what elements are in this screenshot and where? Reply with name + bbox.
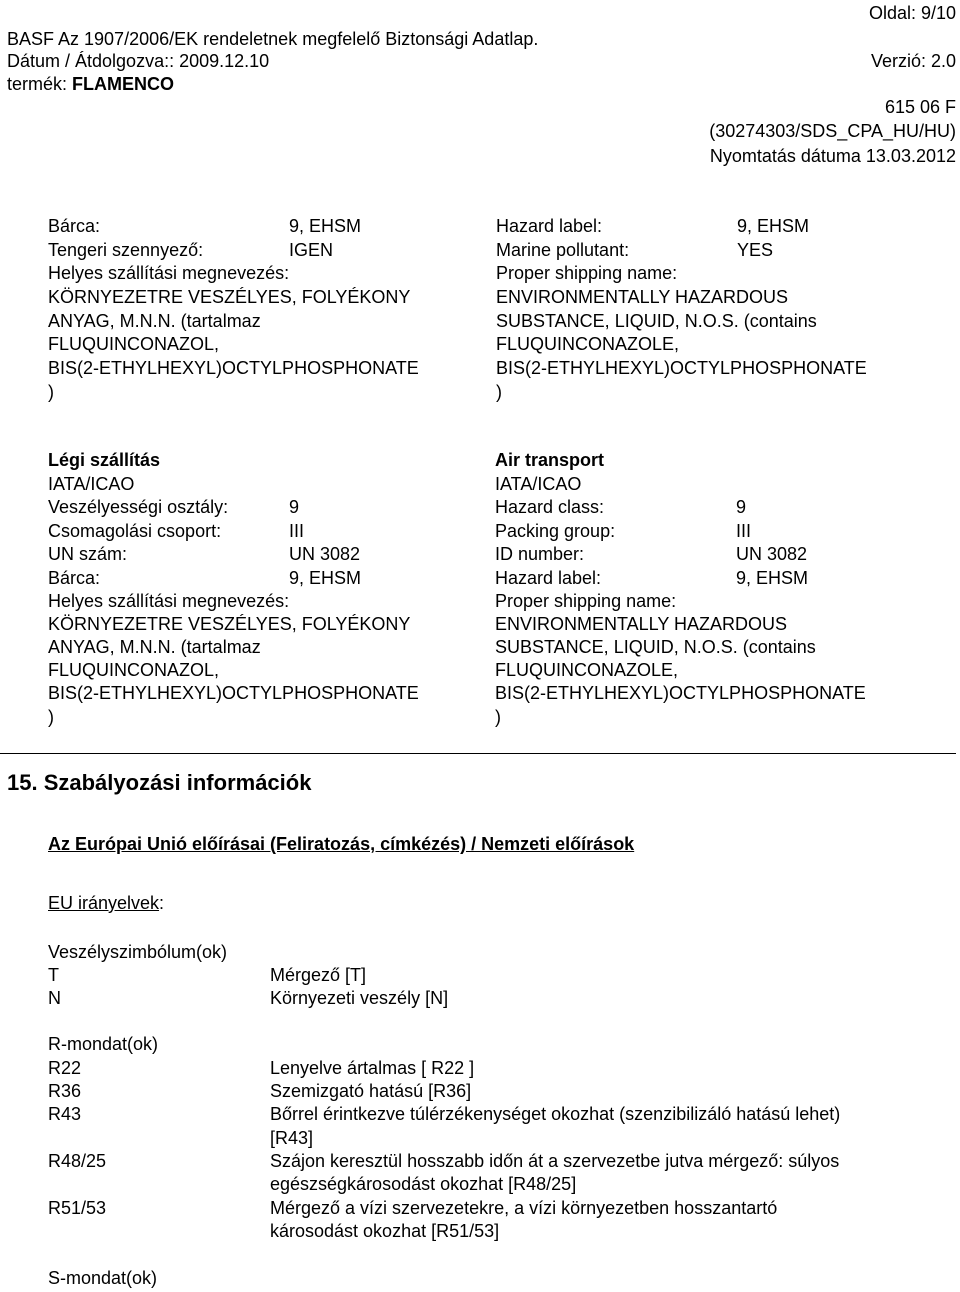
symbols-heading: Veszélyszimbólum(ok): [48, 942, 228, 962]
shipping-name-line: KÖRNYEZETRE VESZÉLYES, FOLYÉKONY: [48, 614, 411, 634]
revision-date: Dátum / Átdolgozva:: 2009.12.10: [7, 51, 270, 71]
hazard-label-value: 9, EHSM: [737, 216, 810, 236]
id-number-key: ID number:: [495, 544, 585, 564]
packing-group-key: Packing group:: [495, 521, 616, 541]
marine-pollutant-value: YES: [737, 240, 774, 260]
packing-group-key: Csomagolási csoport:: [48, 521, 222, 541]
hazard-label-key: Bárca:: [48, 216, 101, 236]
r-phrase-code: R36: [48, 1081, 82, 1101]
symbol-code: T: [48, 965, 59, 985]
r-phrase-code: R48/25: [48, 1151, 107, 1171]
document-title: BASF Az 1907/2006/EK rendeletnek megfelelő Biztonsági Adatlap.: [7, 29, 539, 49]
subheading: IATA/ICAO: [48, 474, 135, 494]
symbol-text: Mérgező [T]: [270, 965, 367, 985]
shipping-name-line: FLUQUINCONAZOLE,: [495, 660, 679, 680]
r-phrase-code: R43: [48, 1104, 82, 1124]
shipping-name-key: Helyes szállítási megnevezés:: [48, 591, 290, 611]
marine-pollutant-value: IGEN: [289, 240, 334, 260]
r-phrase-text: egészségkárosodást okozhat [R48/25]: [270, 1174, 577, 1194]
section-heading: Légi szállítás: [48, 450, 161, 470]
s-phrases-heading: S-mondat(ok): [48, 1268, 158, 1288]
symbol-text: Környezeti veszély [N]: [270, 988, 449, 1008]
hazard-label-key: Bárca:: [48, 568, 101, 588]
packing-group-value: III: [289, 521, 305, 541]
shipping-name-line: BIS(2-ETHYLHEXYL)OCTYLPHOSPHONATE: [48, 683, 419, 703]
hazard-class-value: 9: [289, 497, 300, 517]
r-phrase-text: Bőrrel érintkezve túlérzékenységet okozhat (szenzibilizáló hatású lehet): [270, 1104, 841, 1124]
r-phrase-text: Lenyelve ártalmas [ R22 ]: [270, 1058, 475, 1078]
shipping-name-line: BIS(2-ETHYLHEXYL)OCTYLPHOSPHONATE: [495, 683, 866, 703]
eu-directives-text: EU irányelvek: [48, 893, 160, 913]
shipping-name-line: ENVIRONMENTALLY HAZARDOUS: [495, 614, 788, 634]
id-number-value: UN 3082: [736, 544, 808, 564]
shipping-name-line: FLUQUINCONAZOL,: [48, 660, 220, 680]
product-name: FLAMENCO: [72, 74, 175, 94]
r-phrase-code: R22: [48, 1058, 82, 1078]
section-heading: Air transport: [495, 450, 605, 470]
r-phrase-text: Mérgező a vízi szervezetekre, a vízi környezetben hosszantartó: [270, 1198, 778, 1218]
hazard-label-value: 9, EHSM: [289, 568, 362, 588]
sds-number: (30274303/SDS_CPA_HU/HU): [709, 121, 956, 141]
shipping-name-line: ): [495, 707, 501, 727]
shipping-name-line: ): [48, 382, 54, 402]
r-phrase-text: Szemizgató hatású [R36]: [270, 1081, 472, 1101]
shipping-name-key: Proper shipping name:: [496, 263, 678, 283]
hazard-label-key: Hazard label:: [495, 568, 602, 588]
r-phrase-text: károsodást okozhat [R51/53]: [270, 1221, 500, 1241]
eu-regulations-heading: Az Európai Unió előírásai (Feliratozás, címkézés) / Nemzeti előírások: [48, 834, 635, 854]
hazard-label-value: 9, EHSM: [289, 216, 362, 236]
eu-directives-label: [48, 892, 164, 914]
shipping-name-line: FLUQUINCONAZOLE,: [496, 334, 680, 354]
hazard-label-value: 9, EHSM: [736, 568, 809, 588]
marine-pollutant-key: Tengeri szennyező:: [48, 240, 204, 260]
shipping-name-line: KÖRNYEZETRE VESZÉLYES, FOLYÉKONY: [48, 287, 411, 307]
version: Verzió: 2.0: [870, 51, 956, 71]
shipping-name-line: BIS(2-ETHYLHEXYL)OCTYLPHOSPHONATE: [48, 358, 419, 378]
r-phrase-code: R51/53: [48, 1198, 107, 1218]
product-code: 615 06 F: [884, 97, 956, 117]
page-number: Oldal: 9/10: [868, 3, 956, 23]
symbol-code: N: [48, 988, 61, 1008]
print-date: Nyomtatás dátuma 13.03.2012: [709, 146, 956, 166]
hazard-class-value: 9: [736, 497, 747, 517]
product-label: termék:: [7, 74, 68, 94]
shipping-name-line: ): [496, 382, 502, 402]
hazard-label-key: Hazard label:: [496, 216, 603, 236]
shipping-name-line: ANYAG, M.N.N. (tartalmaz: [48, 311, 261, 331]
section-15-title: 15. Szabályozási információk: [7, 770, 312, 795]
packing-group-value: III: [736, 521, 752, 541]
shipping-name-line: SUBSTANCE, LIQUID, N.O.S. (contains: [496, 311, 817, 331]
shipping-name-line: SUBSTANCE, LIQUID, N.O.S. (contains: [495, 637, 816, 657]
section-divider: [0, 753, 956, 754]
r-phrases-heading: R-mondat(ok): [48, 1034, 159, 1054]
shipping-name-key: Helyes szállítási megnevezés:: [48, 263, 290, 283]
eu-directives-colon: :: [159, 893, 165, 913]
subheading: IATA/ICAO: [495, 474, 582, 494]
un-number-value: UN 3082: [289, 544, 361, 564]
r-phrase-text: Szájon keresztül hosszabb időn át a szervezetbe jutva mérgező: súlyos: [270, 1151, 840, 1171]
shipping-name-line: FLUQUINCONAZOL,: [48, 334, 220, 354]
shipping-name-line: ENVIRONMENTALLY HAZARDOUS: [496, 287, 789, 307]
un-number-key: UN szám:: [48, 544, 128, 564]
hazard-class-key: Veszélyességi osztály:: [48, 497, 229, 517]
shipping-name-line: ): [48, 707, 54, 727]
hazard-class-key: Hazard class:: [495, 497, 605, 517]
marine-pollutant-key: Marine pollutant:: [496, 240, 630, 260]
shipping-name-key: Proper shipping name:: [495, 591, 677, 611]
shipping-name-line: ANYAG, M.N.N. (tartalmaz: [48, 637, 261, 657]
r-phrase-text: [R43]: [270, 1128, 314, 1148]
shipping-name-line: BIS(2-ETHYLHEXYL)OCTYLPHOSPHONATE: [496, 358, 867, 378]
product-line: [7, 73, 174, 95]
